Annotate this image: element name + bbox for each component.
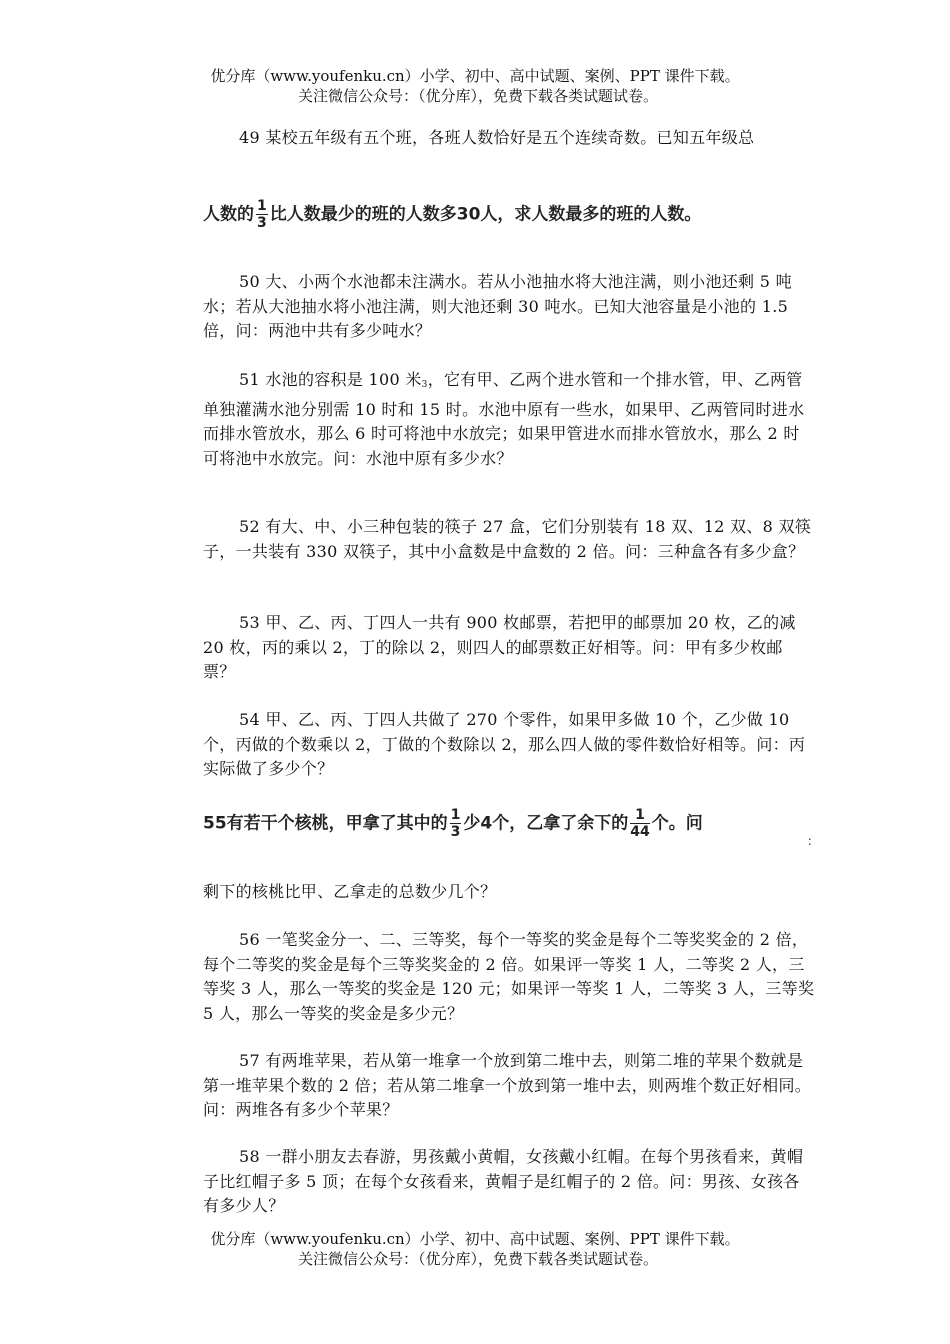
fraction-denominator: 3 — [450, 824, 461, 840]
problem-57 — [203, 1049, 815, 1123]
problem-58-text: 58 一群小朋友去春游，男孩戴小黄帽，女孩戴小红帽。在每个男孩看来，黄帽子比红帽子多 5 顶；在每个女孩看来，黄帽子是红帽子的 2 倍。问：男孩、女孩各有多少人？ — [203, 1147, 804, 1215]
fraction-one-third — [256, 198, 268, 231]
footer-line-1: 优分库（www.youfenku.cn）小学、初中、高中试题、案例、PPT 课件下载。 — [210, 1230, 740, 1248]
problem-55-formula-line — [203, 807, 703, 840]
problem-51-text-b: ，它有甲、乙两个进水管和一个排水管，甲、乙两管单独灌满水池分别需 10 时和 15 时。水池中原有一些水，如果甲、乙两管同时进水而排水管放水，那么 6 时可将池中水放完；如果甲管进水而排水管放水，那么 2 时可将池中水放完。问：水池中原有多少水？ — [203, 370, 805, 468]
problem-49-text: 49 某校五年级有五个班，各班人数恰好是五个连续奇数。已知五年级总 — [239, 128, 755, 147]
cubic-exponent: 3 — [421, 380, 428, 390]
fraction-numerator: 1 — [257, 198, 267, 214]
header-line-1: 优分库（www.youfenku.cn）小学、初中、高中试题、案例、PPT 课件下载。 — [210, 67, 740, 85]
problem-51-text — [203, 368, 815, 471]
page-footer — [0, 1229, 950, 1269]
problem-52-text: 52 有大、中、小三种包装的筷子 27 盒，它们分别装有 18 双、12 双、8 双筷子，一共装有 330 双筷子，其中小盒数是中盒数的 2 倍。问：三种盒各有多少盒？ — [203, 517, 812, 561]
fraction-one-third — [450, 807, 462, 840]
problem-51 — [203, 368, 815, 471]
problem-50-text: 50 大、小两个水池都未注满水。若从小池抽水将大池注满，则小池还剩 5 吨水；若从大池抽水将小池注满，则大池还剩 30 吨水。已知大池容量是小池的 1.5 倍，问：两池中共有多少吨水？ — [203, 272, 792, 340]
problem-49 — [203, 126, 815, 151]
problem-56-text: 56 一笔奖金分一、二、三等奖，每个一等奖的奖金是每个二等奖奖金的 2 倍，每个二等奖的奖金是每个三等奖奖金的 2 倍。如果评一等奖 1 人，二等奖 2 人，三等奖 3 人，那么一等奖的奖金是 120 元；如果评一等奖 1 人，二等奖 3 人，三等奖 5 人，那么一等奖的奖金是多少元？ — [203, 930, 815, 1023]
problem-55-text: 剩下的核桃比甲、乙拿走的总数少几个？ — [203, 882, 497, 901]
problem-55 — [203, 880, 815, 905]
problem-55-formula-part3: 个。问 — [651, 813, 703, 834]
problem-49-formula-part2: 比人数最少的班的人数多30人，求人数最多的班的人数。 — [269, 204, 702, 225]
header-line-2: 关注微信公众号：（优分库），免费下载各类试题试卷。 — [297, 87, 658, 105]
page-header — [0, 66, 950, 106]
fraction-one-forty-fourth — [630, 807, 649, 840]
problem-53 — [203, 611, 815, 685]
problem-58 — [203, 1145, 815, 1219]
problem-50 — [203, 270, 815, 344]
problem-56 — [203, 928, 815, 1026]
problem-52 — [203, 515, 815, 564]
fraction-denominator: 3 — [257, 215, 267, 231]
fraction-numerator: 1 — [450, 807, 461, 823]
fraction-numerator: 1 — [630, 807, 649, 824]
problem-53-text: 53 甲、乙、丙、丁四人一共有 900 枚邮票，若把甲的邮票加 20 枚，乙的减 20 枚，丙的乘以 2，丁的除以 2，则四人的邮票数正好相等。问：甲有多少枚邮票？ — [203, 613, 796, 681]
footer-line-2: 关注微信公众号：（优分库），免费下载各类试题试卷。 — [297, 1250, 658, 1268]
problem-54 — [203, 708, 815, 782]
problem-51-text-a: 51 水池的容积是 100 米 — [239, 370, 422, 389]
fraction-denominator: 44 — [630, 824, 650, 840]
problem-55-formula-part2: 少4个，乙拿了余下的 — [463, 813, 629, 834]
problem-49-formula-line — [203, 198, 701, 231]
problem-55-tail-mark: ： — [807, 834, 820, 848]
problem-49-formula-part1: 人数的 — [203, 204, 254, 225]
problem-55-formula-part1: 55有若干个核桃，甲拿了其中的 — [203, 813, 448, 834]
problem-54-text: 54 甲、乙、丙、丁四人共做了 270 个零件，如果甲多做 10 个，乙少做 10 个，丙做的个数乘以 2，丁做的个数除以 2，那么四人做的零件数恰好相等。问：丙实际做了多少个？ — [203, 710, 806, 778]
problem-57-text: 57 有两堆苹果，若从第一堆拿一个放到第二堆中去，则第二堆的苹果个数就是第一堆苹果个数的 2 倍；若从第二堆拿一个放到第一堆中去，则两堆个数正好相同。问：两堆各有多少个苹果？ — [203, 1051, 812, 1119]
